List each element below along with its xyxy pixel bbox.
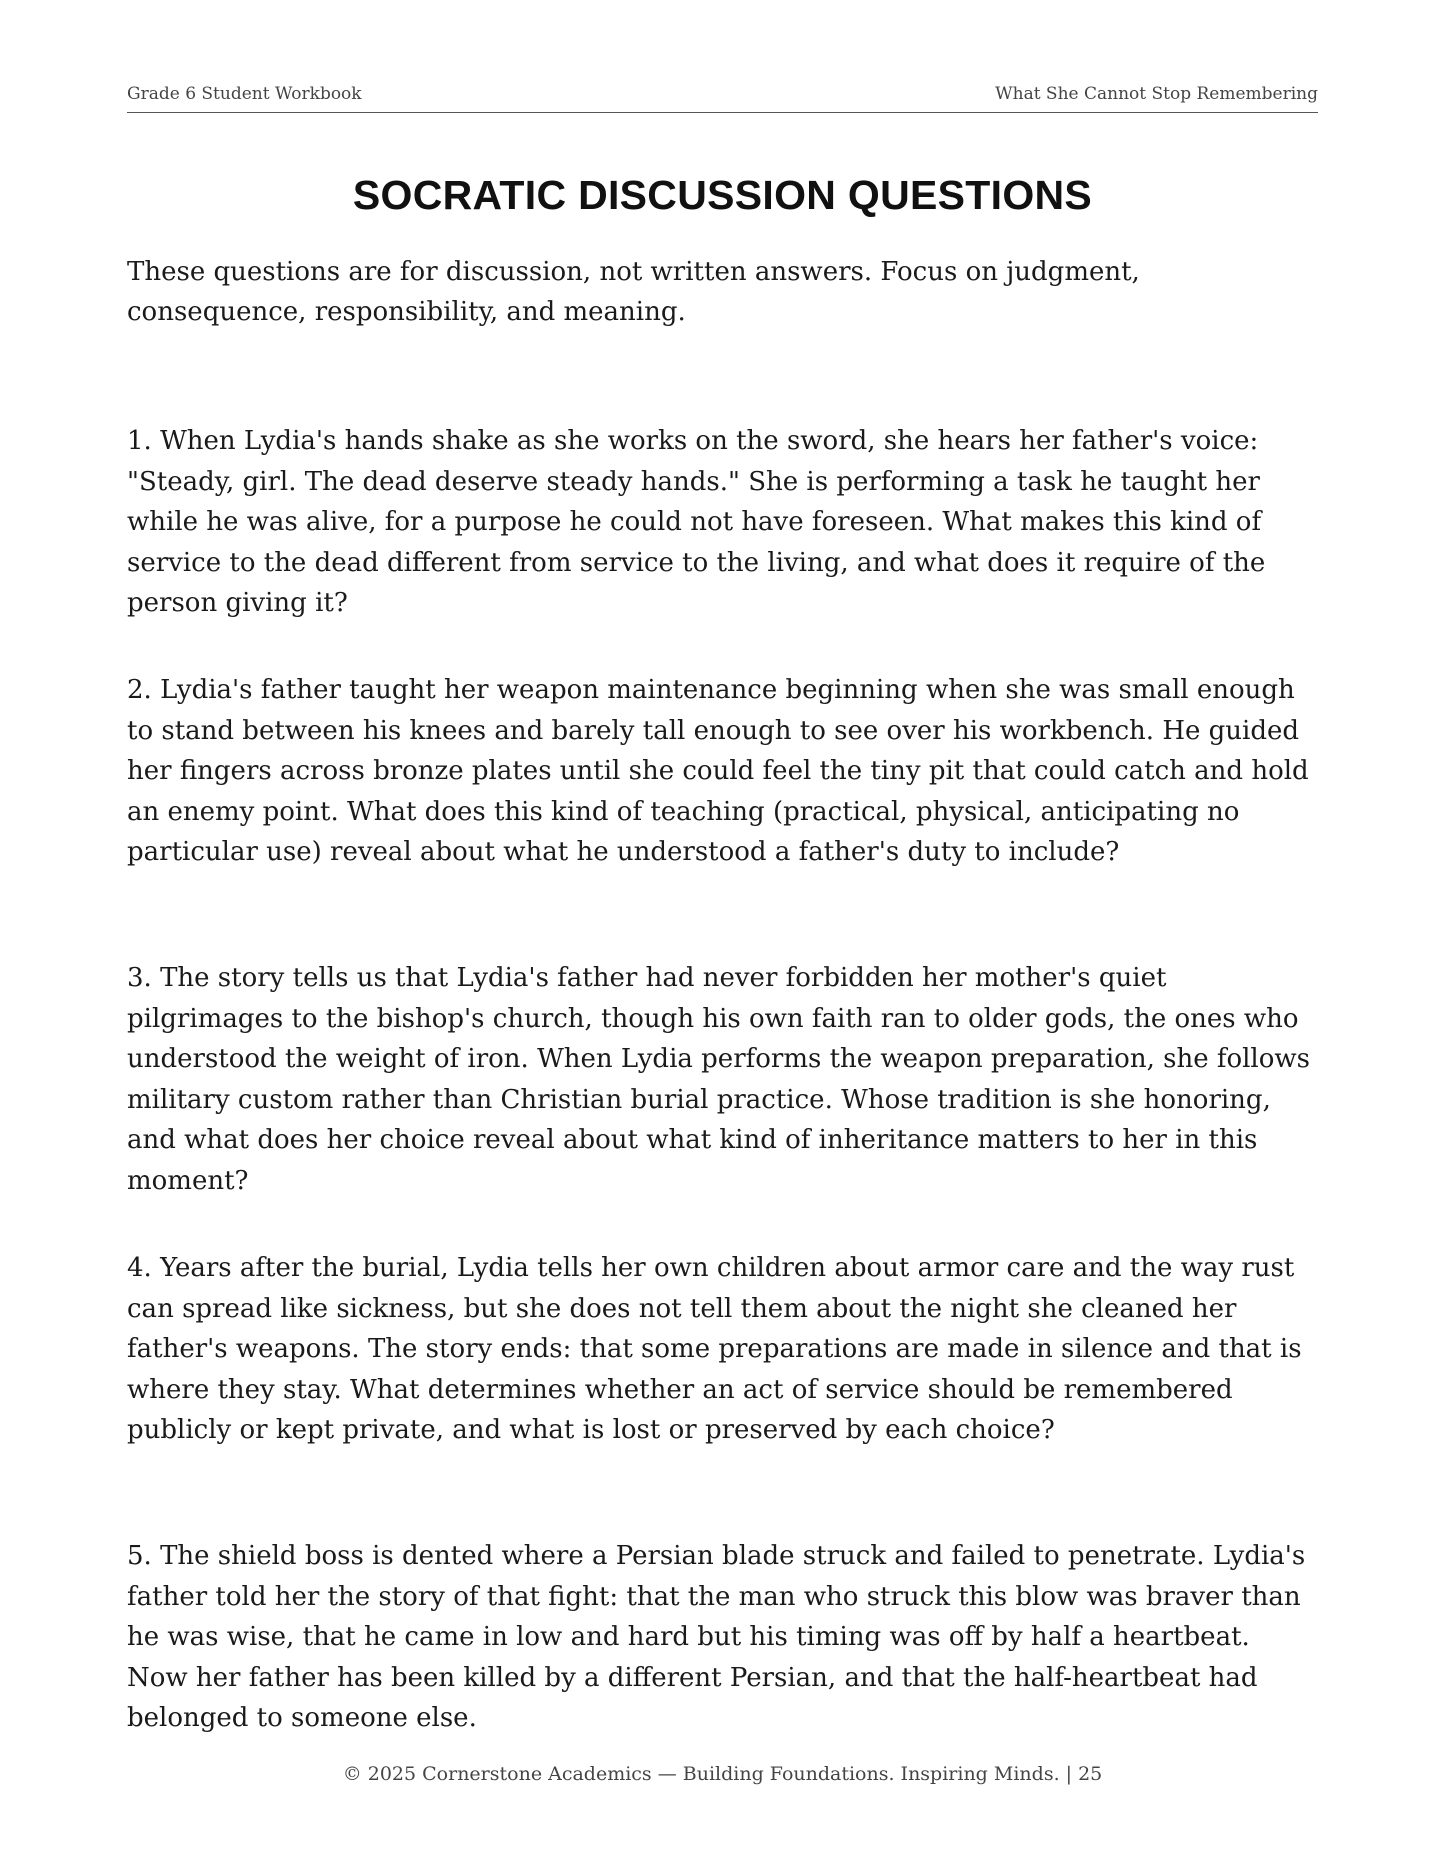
question-1: 1. When Lydia's hands shake as she works on the sword, she hears her father's voice: "Steady, girl. The dead deserve steady hands." She is performing a task he taught her while he was alive, for a purpose he could not have foreseen. What makes this kind of service to the dead different from service to the living, and what does it require of the person giving it? xyxy=(127,426,1266,618)
page-title: SOCRATIC DISCUSSION QUESTIONS xyxy=(352,172,1093,218)
question-4: 4. Years after the burial, Lydia tells her own children about armor care and the way rust can spread like sickness, but she does not tell them about the night she cleaned her father's weapons. The story ends: that some preparations are made in silence and that is where they stay. What determines whether an act of service should be remembered publicly or kept private, and what is lost or preserved by each choice? xyxy=(127,1253,1302,1445)
page-footer: © 2025 Cornerstone Academics — Building Foundations. Inspiring Minds. | 25 xyxy=(342,1763,1103,1785)
header-story-title: What She Cannot Stop Remembering xyxy=(995,84,1318,104)
question-2: 2. Lydia's father taught her weapon maintenance beginning when she was small enough to stand between his knees and barely tall enough to see over his workbench. He guided her fingers across bronze plates until she could feel the tiny pit that could catch and hold an enemy point. What does this kind of teaching (practical, physical, anticipating no particular use) reveal about what he understood a father's duty to include? xyxy=(127,675,1309,867)
running-header xyxy=(127,84,1318,113)
intro-paragraph: These questions are for discussion, not written answers. Focus on judgment, consequence, responsibility, and meaning. xyxy=(127,257,1140,327)
question-3: 3. The story tells us that Lydia's father had never forbidden her mother's quiet pilgrimages to the bishop's church, though his own faith ran to older gods, the ones who understood the weight of iron. When Lydia performs the weapon preparation, she follows military custom rather than Christian burial practice. Whose tradition is she honoring, and what does her choice reveal about what kind of inheritance matters to her in this moment? xyxy=(127,963,1310,1196)
question-5: 5. The shield boss is dented where a Persian blade struck and failed to penetrate. Lydia's father told her the story of that fight: that the man who struck this blow was braver than he was wise, that he came in low and hard but his timing was off by half a heartbeat. Now her father has been killed by a different Persian, and that the half-heartbeat had belonged to someone else. xyxy=(127,1541,1306,1733)
header-workbook-title: Grade 6 Student Workbook xyxy=(127,84,362,104)
